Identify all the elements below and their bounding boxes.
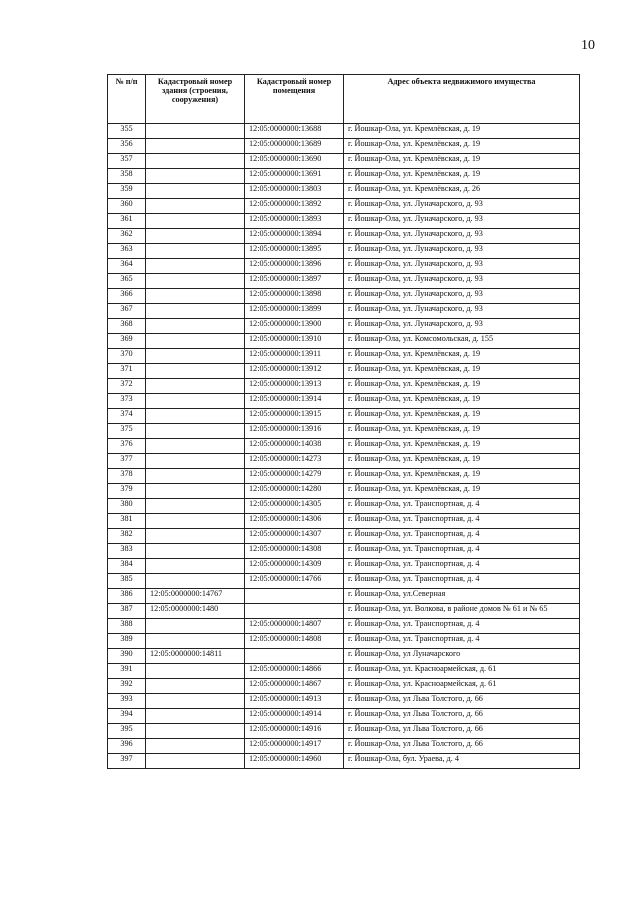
address-cell: г. Йошкар-Ола, ул. Кремлёвская, д. 19 bbox=[344, 379, 580, 394]
premises-cadastral-cell: 12:05:0000000:13911 bbox=[245, 349, 344, 364]
building-cadastral-cell bbox=[146, 469, 245, 484]
table-row bbox=[108, 379, 580, 394]
building-cadastral-cell bbox=[146, 364, 245, 379]
row-number-cell: 355 bbox=[108, 124, 146, 139]
row-number-cell: 381 bbox=[108, 514, 146, 529]
address-cell: г. Йошкар-Ола, ул Льва Толстого, д. 66 bbox=[344, 694, 580, 709]
building-cadastral-cell bbox=[146, 379, 245, 394]
building-cadastral-cell bbox=[146, 679, 245, 694]
table-row bbox=[108, 484, 580, 499]
address-cell: г. Йошкар-Ола, ул. Луначарского, д. 93 bbox=[344, 229, 580, 244]
property-registry-table bbox=[107, 74, 580, 769]
row-number-cell: 393 bbox=[108, 694, 146, 709]
table-row bbox=[108, 364, 580, 379]
table-row bbox=[108, 139, 580, 154]
address-cell: г. Йошкар-Ола, ул. Кремлёвская, д. 19 bbox=[344, 154, 580, 169]
table-row bbox=[108, 214, 580, 229]
row-number-cell: 379 bbox=[108, 484, 146, 499]
address-cell: г. Йошкар-Ола, ул. Транспортная, д. 4 bbox=[344, 499, 580, 514]
row-number-cell: 370 bbox=[108, 349, 146, 364]
premises-cadastral-cell: 12:05:0000000:13892 bbox=[245, 199, 344, 214]
row-number-cell: 358 bbox=[108, 169, 146, 184]
table-row bbox=[108, 244, 580, 259]
address-cell: г. Йошкар-Ола, ул. Луначарского, д. 93 bbox=[344, 289, 580, 304]
building-cadastral-cell bbox=[146, 754, 245, 769]
address-cell: г. Йошкар-Ола, ул. Кремлёвская, д. 19 bbox=[344, 469, 580, 484]
premises-cadastral-cell: 12:05:0000000:13899 bbox=[245, 304, 344, 319]
row-number-cell: 378 bbox=[108, 469, 146, 484]
address-cell: г. Йошкар-Ола, ул. Луначарского, д. 93 bbox=[344, 214, 580, 229]
row-number-cell: 363 bbox=[108, 244, 146, 259]
row-number-cell: 388 bbox=[108, 619, 146, 634]
address-cell: г. Йошкар-Ола, ул Льва Толстого, д. 66 bbox=[344, 739, 580, 754]
table-row bbox=[108, 349, 580, 364]
address-cell: г. Йошкар-Ола, ул. Кремлёвская, д. 19 bbox=[344, 484, 580, 499]
table-row bbox=[108, 454, 580, 469]
row-number-cell: 374 bbox=[108, 409, 146, 424]
building-cadastral-cell bbox=[146, 724, 245, 739]
address-cell: г. Йошкар-Ола, ул. Красноармейская, д. 61 bbox=[344, 679, 580, 694]
premises-cadastral-cell: 12:05:0000000:13895 bbox=[245, 244, 344, 259]
row-number-cell: 365 bbox=[108, 274, 146, 289]
address-cell: г. Йошкар-Ола, ул. Транспортная, д. 4 bbox=[344, 634, 580, 649]
table-row bbox=[108, 424, 580, 439]
building-cadastral-cell bbox=[146, 664, 245, 679]
row-number-cell: 368 bbox=[108, 319, 146, 334]
building-cadastral-cell bbox=[146, 529, 245, 544]
address-cell: г. Йошкар-Ола, ул. Луначарского, д. 93 bbox=[344, 304, 580, 319]
row-number-cell: 373 bbox=[108, 394, 146, 409]
building-cadastral-cell bbox=[146, 334, 245, 349]
building-cadastral-cell bbox=[146, 634, 245, 649]
address-cell: г. Йошкар-Ола, ул. Луначарского, д. 93 bbox=[344, 274, 580, 289]
building-cadastral-cell bbox=[146, 544, 245, 559]
premises-cadastral-cell: 12:05:0000000:14306 bbox=[245, 514, 344, 529]
address-cell: г. Йошкар-Ола, ул Льва Толстого, д. 66 bbox=[344, 724, 580, 739]
address-cell: г. Йошкар-Ола, ул. Транспортная, д. 4 bbox=[344, 529, 580, 544]
premises-cadastral-cell: 12:05:0000000:14273 bbox=[245, 454, 344, 469]
premises-cadastral-cell: 12:05:0000000:14308 bbox=[245, 544, 344, 559]
building-cadastral-cell bbox=[146, 259, 245, 274]
header-building-cadastral-number: Кадастровый номер здания (строения, сооружения) bbox=[146, 75, 245, 124]
address-cell: г. Йошкар-Ола, ул. Луначарского, д. 93 bbox=[344, 319, 580, 334]
building-cadastral-cell: 12:05:0000000:14811 bbox=[146, 649, 245, 664]
building-cadastral-cell bbox=[146, 154, 245, 169]
address-cell: г. Йошкар-Ола, ул. Луначарского, д. 93 bbox=[344, 199, 580, 214]
table-row bbox=[108, 409, 580, 424]
address-cell: г. Йошкар-Ола, ул. Транспортная, д. 4 bbox=[344, 514, 580, 529]
table-body bbox=[108, 124, 580, 769]
table-row bbox=[108, 154, 580, 169]
premises-cadastral-cell: 12:05:0000000:14766 bbox=[245, 574, 344, 589]
premises-cadastral-cell: 12:05:0000000:14913 bbox=[245, 694, 344, 709]
premises-cadastral-cell: 12:05:0000000:13689 bbox=[245, 139, 344, 154]
table-row bbox=[108, 199, 580, 214]
address-cell: г. Йошкар-Ола, ул. Кремлёвская, д. 19 bbox=[344, 349, 580, 364]
premises-cadastral-cell: 12:05:0000000:13914 bbox=[245, 394, 344, 409]
address-cell: г. Йошкар-Ола, ул. Кремлёвская, д. 19 bbox=[344, 424, 580, 439]
row-number-cell: 366 bbox=[108, 289, 146, 304]
building-cadastral-cell bbox=[146, 484, 245, 499]
table-row bbox=[108, 634, 580, 649]
row-number-cell: 397 bbox=[108, 754, 146, 769]
building-cadastral-cell bbox=[146, 214, 245, 229]
premises-cadastral-cell: 12:05:0000000:13916 bbox=[245, 424, 344, 439]
address-cell: г. Йошкар-Ола, ул Льва Толстого, д. 66 bbox=[344, 709, 580, 724]
table-row bbox=[108, 574, 580, 589]
table-row bbox=[108, 514, 580, 529]
premises-cadastral-cell: 12:05:0000000:14309 bbox=[245, 559, 344, 574]
premises-cadastral-cell: 12:05:0000000:14038 bbox=[245, 439, 344, 454]
premises-cadastral-cell: 12:05:0000000:14307 bbox=[245, 529, 344, 544]
premises-cadastral-cell: 12:05:0000000:14279 bbox=[245, 469, 344, 484]
premises-cadastral-cell: 12:05:0000000:13803 bbox=[245, 184, 344, 199]
row-number-cell: 377 bbox=[108, 454, 146, 469]
table-row bbox=[108, 229, 580, 244]
table-row bbox=[108, 169, 580, 184]
row-number-cell: 386 bbox=[108, 589, 146, 604]
table-row bbox=[108, 304, 580, 319]
row-number-cell: 380 bbox=[108, 499, 146, 514]
header-row-number: № п/п bbox=[108, 75, 146, 124]
row-number-cell: 357 bbox=[108, 154, 146, 169]
premises-cadastral-cell: 12:05:0000000:13900 bbox=[245, 319, 344, 334]
address-cell: г. Йошкар-Ола, ул. Луначарского, д. 93 bbox=[344, 244, 580, 259]
premises-cadastral-cell: 12:05:0000000:14917 bbox=[245, 739, 344, 754]
table-row bbox=[108, 259, 580, 274]
address-cell: г. Йошкар-Ола, ул. Кремлёвская, д. 19 bbox=[344, 409, 580, 424]
row-number-cell: 364 bbox=[108, 259, 146, 274]
row-number-cell: 394 bbox=[108, 709, 146, 724]
building-cadastral-cell bbox=[146, 184, 245, 199]
premises-cadastral-cell bbox=[245, 604, 344, 619]
row-number-cell: 371 bbox=[108, 364, 146, 379]
address-cell: г. Йошкар-Ола, ул.Северная bbox=[344, 589, 580, 604]
address-cell: г. Йошкар-Ола, ул. Кремлёвская, д. 19 bbox=[344, 124, 580, 139]
address-cell: г. Йошкар-Ола, ул. Кремлёвская, д. 19 bbox=[344, 439, 580, 454]
building-cadastral-cell bbox=[146, 739, 245, 754]
table-row bbox=[108, 679, 580, 694]
address-cell: г. Йошкар-Ола, ул. Кремлёвская, д. 26 bbox=[344, 184, 580, 199]
building-cadastral-cell bbox=[146, 424, 245, 439]
building-cadastral-cell bbox=[146, 289, 245, 304]
row-number-cell: 387 bbox=[108, 604, 146, 619]
table-row bbox=[108, 694, 580, 709]
table-row bbox=[108, 124, 580, 139]
row-number-cell: 385 bbox=[108, 574, 146, 589]
table-row bbox=[108, 529, 580, 544]
premises-cadastral-cell: 12:05:0000000:13915 bbox=[245, 409, 344, 424]
table-row bbox=[108, 664, 580, 679]
row-number-cell: 375 bbox=[108, 424, 146, 439]
building-cadastral-cell bbox=[146, 514, 245, 529]
address-cell: г. Йошкар-Ола, ул. Кремлёвская, д. 19 bbox=[344, 364, 580, 379]
row-number-cell: 383 bbox=[108, 544, 146, 559]
building-cadastral-cell bbox=[146, 499, 245, 514]
premises-cadastral-cell bbox=[245, 649, 344, 664]
premises-cadastral-cell: 12:05:0000000:13897 bbox=[245, 274, 344, 289]
premises-cadastral-cell: 12:05:0000000:14866 bbox=[245, 664, 344, 679]
premises-cadastral-cell: 12:05:0000000:14960 bbox=[245, 754, 344, 769]
building-cadastral-cell bbox=[146, 454, 245, 469]
building-cadastral-cell bbox=[146, 349, 245, 364]
building-cadastral-cell bbox=[146, 139, 245, 154]
building-cadastral-cell bbox=[146, 274, 245, 289]
premises-cadastral-cell: 12:05:0000000:13893 bbox=[245, 214, 344, 229]
address-cell: г. Йошкар-Ола, ул Луначарского bbox=[344, 649, 580, 664]
page-number: 10 bbox=[581, 38, 595, 53]
address-cell: г. Йошкар-Ола, ул. Волкова, в районе домов № 61 и № 65 bbox=[344, 604, 580, 619]
row-number-cell: 360 bbox=[108, 199, 146, 214]
table-row bbox=[108, 709, 580, 724]
row-number-cell: 359 bbox=[108, 184, 146, 199]
address-cell: г. Йошкар-Ола, бул. Ураева, д. 4 bbox=[344, 754, 580, 769]
building-cadastral-cell bbox=[146, 559, 245, 574]
address-cell: г. Йошкар-Ола, ул. Транспортная, д. 4 bbox=[344, 544, 580, 559]
table-row bbox=[108, 589, 580, 604]
row-number-cell: 372 bbox=[108, 379, 146, 394]
header-premises-cadastral-number: Кадастровый номер помещения bbox=[245, 75, 344, 124]
address-cell: г. Йошкар-Ола, ул. Транспортная, д. 4 bbox=[344, 574, 580, 589]
building-cadastral-cell: 12:05:0000000:14767 bbox=[146, 589, 245, 604]
building-cadastral-cell bbox=[146, 169, 245, 184]
row-number-cell: 361 bbox=[108, 214, 146, 229]
building-cadastral-cell bbox=[146, 229, 245, 244]
table-row bbox=[108, 604, 580, 619]
row-number-cell: 395 bbox=[108, 724, 146, 739]
row-number-cell: 390 bbox=[108, 649, 146, 664]
building-cadastral-cell: 12:05:0000000:1480 bbox=[146, 604, 245, 619]
building-cadastral-cell bbox=[146, 124, 245, 139]
premises-cadastral-cell: 12:05:0000000:14916 bbox=[245, 724, 344, 739]
table-row bbox=[108, 499, 580, 514]
premises-cadastral-cell: 12:05:0000000:14914 bbox=[245, 709, 344, 724]
building-cadastral-cell bbox=[146, 319, 245, 334]
building-cadastral-cell bbox=[146, 409, 245, 424]
premises-cadastral-cell: 12:05:0000000:13691 bbox=[245, 169, 344, 184]
table-row bbox=[108, 544, 580, 559]
table-row bbox=[108, 319, 580, 334]
address-cell: г. Йошкар-Ола, ул. Транспортная, д. 4 bbox=[344, 619, 580, 634]
premises-cadastral-cell: 12:05:0000000:13898 bbox=[245, 289, 344, 304]
table-row bbox=[108, 649, 580, 664]
row-number-cell: 384 bbox=[108, 559, 146, 574]
premises-cadastral-cell: 12:05:0000000:14807 bbox=[245, 619, 344, 634]
building-cadastral-cell bbox=[146, 574, 245, 589]
building-cadastral-cell bbox=[146, 199, 245, 214]
address-cell: г. Йошкар-Ола, ул. Кремлёвская, д. 19 bbox=[344, 169, 580, 184]
row-number-cell: 391 bbox=[108, 664, 146, 679]
row-number-cell: 382 bbox=[108, 529, 146, 544]
building-cadastral-cell bbox=[146, 394, 245, 409]
table-row bbox=[108, 184, 580, 199]
premises-cadastral-cell: 12:05:0000000:14808 bbox=[245, 634, 344, 649]
table-row bbox=[108, 559, 580, 574]
address-cell: г. Йошкар-Ола, ул. Кремлёвская, д. 19 bbox=[344, 454, 580, 469]
address-cell: г. Йошкар-Ола, ул. Транспортная, д. 4 bbox=[344, 559, 580, 574]
premises-cadastral-cell: 12:05:0000000:14305 bbox=[245, 499, 344, 514]
premises-cadastral-cell: 12:05:0000000:13910 bbox=[245, 334, 344, 349]
row-number-cell: 362 bbox=[108, 229, 146, 244]
building-cadastral-cell bbox=[146, 694, 245, 709]
building-cadastral-cell bbox=[146, 619, 245, 634]
premises-cadastral-cell: 12:05:0000000:14280 bbox=[245, 484, 344, 499]
table-row bbox=[108, 274, 580, 289]
address-cell: г. Йошкар-Ола, ул. Кремлёвская, д. 19 bbox=[344, 394, 580, 409]
table-row bbox=[108, 724, 580, 739]
building-cadastral-cell bbox=[146, 439, 245, 454]
row-number-cell: 367 bbox=[108, 304, 146, 319]
building-cadastral-cell bbox=[146, 304, 245, 319]
premises-cadastral-cell: 12:05:0000000:13894 bbox=[245, 229, 344, 244]
table-row bbox=[108, 289, 580, 304]
row-number-cell: 376 bbox=[108, 439, 146, 454]
table-row bbox=[108, 334, 580, 349]
table-row bbox=[108, 754, 580, 769]
table-row bbox=[108, 439, 580, 454]
address-cell: г. Йошкар-Ола, ул. Луначарского, д. 93 bbox=[344, 259, 580, 274]
table-row bbox=[108, 394, 580, 409]
premises-cadastral-cell bbox=[245, 589, 344, 604]
row-number-cell: 392 bbox=[108, 679, 146, 694]
building-cadastral-cell bbox=[146, 244, 245, 259]
address-cell: г. Йошкар-Ола, ул. Кремлёвская, д. 19 bbox=[344, 139, 580, 154]
building-cadastral-cell bbox=[146, 709, 245, 724]
premises-cadastral-cell: 12:05:0000000:13690 bbox=[245, 154, 344, 169]
premises-cadastral-cell: 12:05:0000000:13896 bbox=[245, 259, 344, 274]
row-number-cell: 396 bbox=[108, 739, 146, 754]
address-cell: г. Йошкар-Ола, ул. Красноармейская, д. 61 bbox=[344, 664, 580, 679]
premises-cadastral-cell: 12:05:0000000:14867 bbox=[245, 679, 344, 694]
table-row bbox=[108, 739, 580, 754]
table-header-row bbox=[108, 75, 580, 124]
premises-cadastral-cell: 12:05:0000000:13912 bbox=[245, 364, 344, 379]
row-number-cell: 389 bbox=[108, 634, 146, 649]
row-number-cell: 369 bbox=[108, 334, 146, 349]
row-number-cell: 356 bbox=[108, 139, 146, 154]
address-cell: г. Йошкар-Ола, ул. Комсомольская, д. 155 bbox=[344, 334, 580, 349]
table-row bbox=[108, 619, 580, 634]
premises-cadastral-cell: 12:05:0000000:13913 bbox=[245, 379, 344, 394]
table-row bbox=[108, 469, 580, 484]
premises-cadastral-cell: 12:05:0000000:13688 bbox=[245, 124, 344, 139]
header-property-address: Адрес объекта недвижимого имущества bbox=[344, 75, 580, 124]
